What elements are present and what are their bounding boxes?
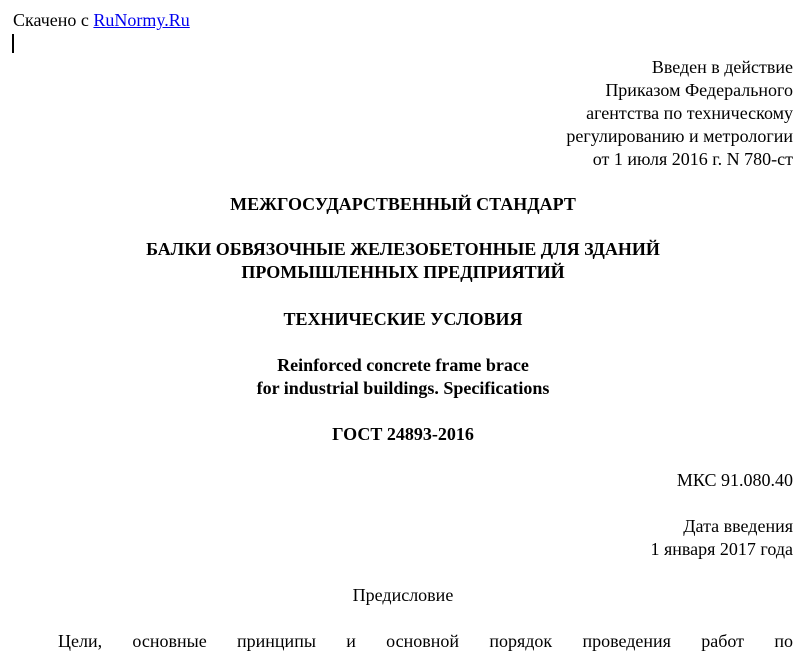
approval-line: агентства по техническому [586, 103, 793, 123]
english-title-line: for industrial buildings. Specifications [256, 378, 550, 398]
preface-heading: Предисловие [352, 585, 454, 605]
approval-line: Приказом Федерального [605, 80, 793, 100]
mks-code: МКС 91.080.40 [676, 470, 793, 490]
approval-line: Введен в действие [651, 57, 793, 77]
preface-paragraph: Цели, основные принципы и основной порядок проведения работ по [58, 631, 793, 651]
english-title-line: Reinforced concrete frame brace [277, 355, 529, 375]
runormy-link[interactable]: RuNormy.Ru [93, 10, 190, 30]
effective-date-value: 1 января 2017 года [650, 539, 793, 559]
standard-title-line: БАЛКИ ОБВЯЗОЧНЫЕ ЖЕЛЕЗОБЕТОННЫЕ ДЛЯ ЗДАНИЙ [146, 239, 660, 259]
standard-type-heading: МЕЖГОСУДАРСТВЕННЫЙ СТАНДАРТ [230, 194, 576, 214]
download-source-prefix: Скачено с [13, 10, 94, 30]
effective-date-label: Дата введения [683, 516, 793, 536]
standard-subtitle: ТЕХНИЧЕСКИЕ УСЛОВИЯ [283, 309, 523, 329]
english-title [0, 354, 799, 400]
standard-title-line: ПРОМЫШЛЕННЫХ ПРЕДПРИЯТИЙ [241, 262, 565, 282]
standard-title [0, 238, 799, 284]
text-cursor [12, 34, 14, 53]
approval-line: регулированию и метрологии [566, 126, 793, 146]
approval-line: от 1 июля 2016 г. N 780-ст [592, 149, 793, 169]
approval-block [566, 56, 793, 171]
gost-code: ГОСТ 24893-2016 [332, 424, 474, 444]
effective-date-block [650, 515, 793, 561]
download-source-line [13, 9, 190, 32]
